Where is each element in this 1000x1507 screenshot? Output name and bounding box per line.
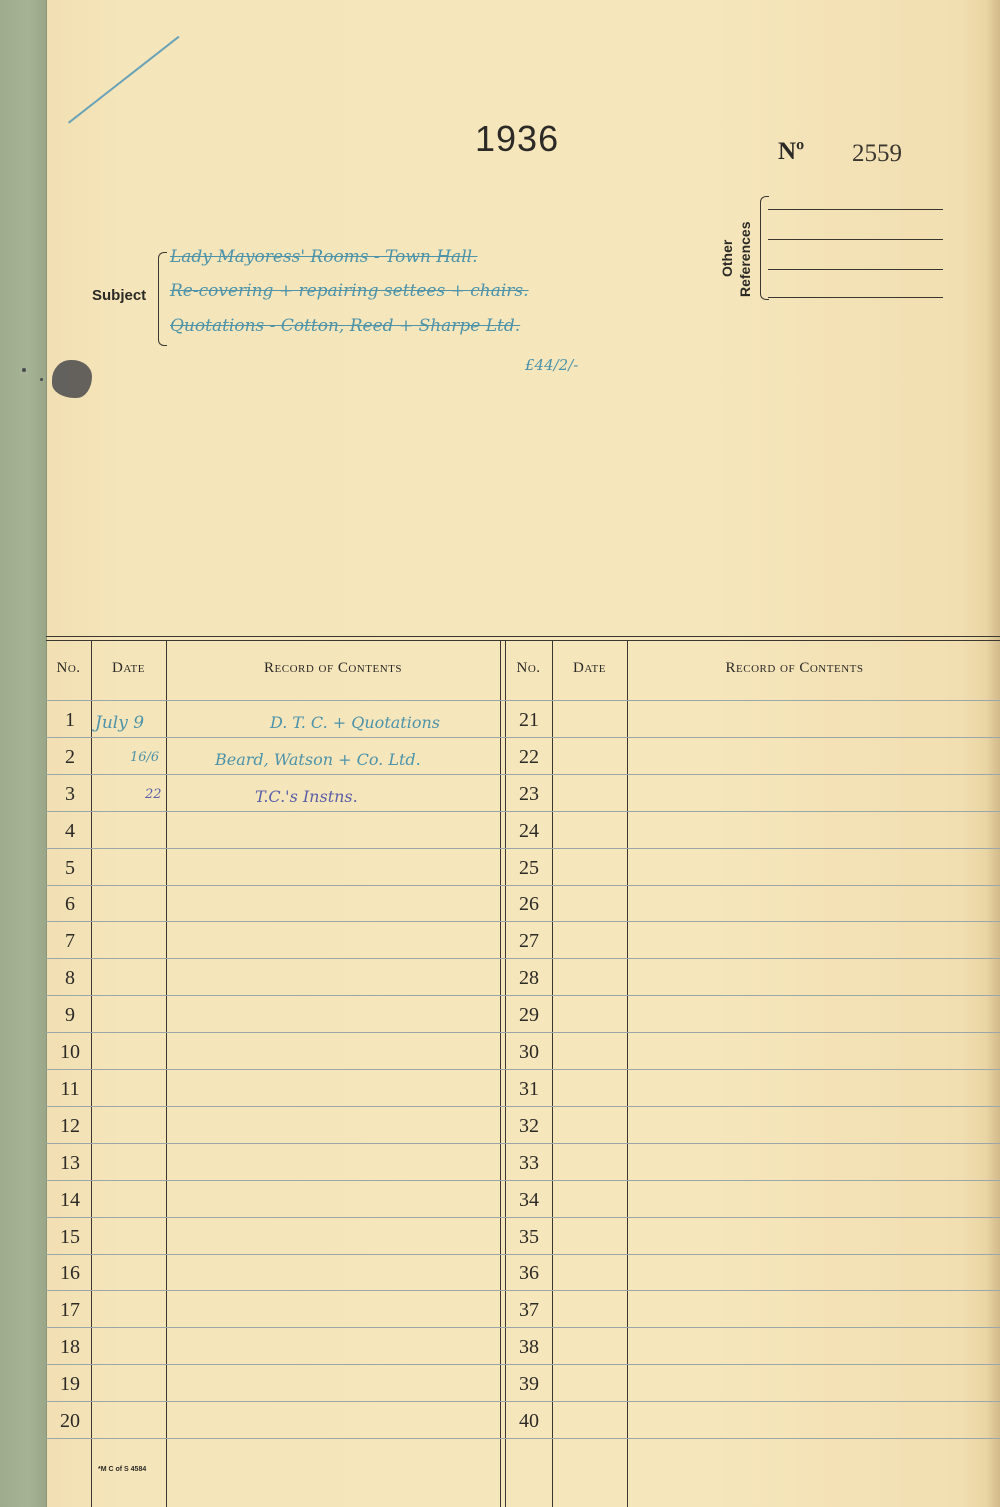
row-rule [46, 1032, 1000, 1033]
row-rule [46, 1401, 1000, 1402]
column-divider [166, 640, 167, 1507]
row-number: 21 [519, 709, 539, 731]
row-number: 20 [60, 1410, 80, 1432]
row-number: 34 [519, 1189, 539, 1211]
entry-record: D. T. C. + Quotations [270, 713, 440, 732]
header-date-left: Date [112, 660, 145, 676]
header-no-left: No. [56, 660, 81, 676]
file-number-label: Nº [778, 138, 805, 165]
row-number: 15 [60, 1226, 80, 1248]
printer-mark: *M C of S 4584 [98, 1466, 147, 1473]
binding-spine [0, 0, 47, 1507]
row-rule [46, 737, 1000, 738]
row-rule [46, 1254, 1000, 1255]
row-number: 5 [65, 857, 75, 879]
row-number: 28 [519, 967, 539, 989]
row-number: 12 [60, 1115, 80, 1137]
column-divider [500, 640, 501, 1507]
ink-dot [22, 368, 26, 372]
header-date-right: Date [573, 660, 606, 676]
entry-date: 16/6 [130, 750, 160, 765]
file-number: 2559 [852, 140, 902, 167]
row-number: 9 [65, 1004, 75, 1026]
row-number: 27 [519, 930, 539, 952]
subject-line-2: Re-covering + repairing settees + chairs. [170, 281, 529, 301]
entry-date: July 9 [95, 713, 145, 733]
row-rule [46, 1069, 1000, 1070]
column-divider [552, 640, 553, 1507]
row-rule [46, 995, 1000, 996]
other-references-line2: References [737, 221, 753, 297]
column-divider [91, 640, 92, 1507]
row-number: 26 [519, 893, 539, 915]
header-record-right: Record of Contents [725, 660, 864, 676]
other-references-line1: Other [719, 239, 735, 277]
row-number: 36 [519, 1262, 539, 1284]
row-rule [46, 921, 1000, 922]
row-number: 33 [519, 1152, 539, 1174]
row-number: 30 [519, 1041, 539, 1063]
row-number: 40 [519, 1410, 539, 1432]
row-number: 35 [519, 1226, 539, 1248]
row-number: 17 [60, 1299, 80, 1321]
row-number: 22 [519, 746, 539, 768]
entry-record: Beard, Watson + Co. Ltd. [215, 750, 421, 769]
header-no-right: No. [516, 660, 541, 676]
row-number: 3 [65, 783, 75, 805]
other-references-line [768, 209, 943, 210]
ink-blot [52, 360, 92, 398]
row-rule [46, 1180, 1000, 1181]
file-year: 1936 [475, 118, 560, 159]
row-rule [46, 1106, 1000, 1107]
ink-dot [40, 378, 43, 381]
row-number: 2 [65, 746, 75, 768]
row-number: 24 [519, 820, 539, 842]
row-rule [46, 1364, 1000, 1365]
column-divider [627, 640, 628, 1507]
other-references-line [768, 297, 943, 298]
row-number: 25 [519, 857, 539, 879]
row-rule [46, 1438, 1000, 1439]
column-divider [505, 640, 506, 1507]
table-top-rule [46, 640, 1000, 641]
subject-line-3: Quotations - Cotton, Reed + Sharpe Ltd. [170, 316, 521, 336]
header-record-left: Record of Contents [264, 660, 402, 676]
table-top-rule [46, 636, 1000, 637]
subject-label: Subject [92, 287, 147, 304]
row-number: 4 [65, 820, 75, 842]
row-number: 1 [65, 709, 75, 731]
row-rule [46, 885, 1000, 886]
row-rule [46, 958, 1000, 959]
row-number: 18 [60, 1336, 80, 1358]
row-number: 23 [519, 783, 539, 805]
row-number: 14 [60, 1189, 80, 1211]
row-number: 7 [65, 930, 75, 952]
page-edge-shadow [986, 0, 1000, 1507]
other-references-brace [760, 196, 769, 300]
row-rule [46, 1327, 1000, 1328]
row-number: 11 [60, 1078, 80, 1100]
row-number: 6 [65, 893, 75, 915]
other-references-line [768, 269, 943, 270]
row-rule [46, 1290, 1000, 1291]
row-number: 32 [519, 1115, 539, 1137]
row-number: 31 [519, 1078, 539, 1100]
row-rule [46, 848, 1000, 849]
row-number: 16 [60, 1262, 80, 1284]
other-references-line [768, 239, 943, 240]
row-number: 29 [519, 1004, 539, 1026]
row-number: 39 [519, 1373, 539, 1395]
row-rule [46, 1217, 1000, 1218]
row-rule [46, 774, 1000, 775]
entry-record: T.C.'s Instns. [255, 787, 358, 806]
subject-brace [158, 252, 167, 346]
row-number: 37 [519, 1299, 539, 1321]
subject-amount: £44/2/- [525, 356, 579, 374]
row-number: 13 [60, 1152, 80, 1174]
row-number: 38 [519, 1336, 539, 1358]
subject-line-1: Lady Mayoress' Rooms - Town Hall. [170, 247, 478, 267]
row-rule [46, 811, 1000, 812]
header-rule [46, 700, 1000, 701]
row-rule [46, 1143, 1000, 1144]
row-number: 8 [65, 967, 75, 989]
entry-date: 22 [145, 787, 162, 802]
row-number: 19 [60, 1373, 80, 1395]
row-number: 10 [60, 1041, 80, 1063]
